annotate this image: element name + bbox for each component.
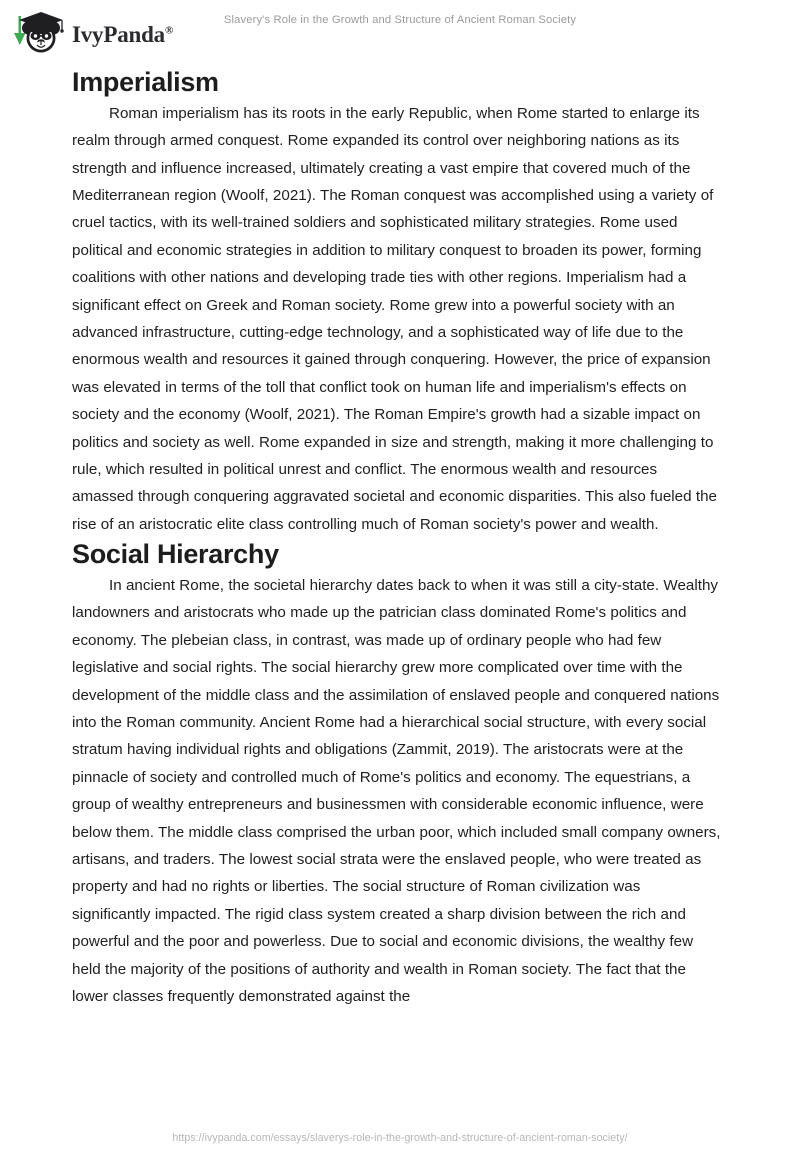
- source-url-link[interactable]: https://ivypanda.com/essays/slaverys-role-in-the-growth-and-structure-of-ancient-roman-society/: [172, 1132, 628, 1144]
- section-social-hierarchy: [72, 538, 722, 1010]
- document-running-title: Slavery's Role in the Growth and Structure of Ancient Roman Society: [223, 14, 577, 26]
- registered-trademark-icon: ®: [164, 23, 174, 36]
- page-header: [0, 0, 800, 62]
- section-heading-imperialism: Imperialism: [72, 67, 219, 97]
- section-paragraph-imperialism: Roman imperialism has its roots in the early Republic, when Rome started to enlarge its realm through armed conquest. Rome expanded its control over neighboring nations as its strength and influence increased, ultimately creating a vast empire that covered much of the Mediterranean region (Woolf, 2021). The Roman conquest was accomplished using a variety of cruel tactics, with its well-trained soldiers and sophisticated military strategies. Rome used political and economic strategies in addition to military conquest to broaden its power, forming coalitions with other nations and developing trade ties with other regions. Imperialism had a significant effect on Greek and Roman society. Rome grew into a powerful society with an advanced infrastructure, cutting-edge technology, and a sophisticated way of life due to the enormous wealth and resources it gained through conquering. However, the price of expansion was elevated in terms of the toll that conflict took on human life and imperialism's effects on society and the economy (Woolf, 2021). The Roman Empire's growth had a sizable impact on politics and society as well. Rome expanded in size and strength, making it more challenging to rule, which resulted in political unrest and conflict. The enormous wealth and resources amassed through conquering aggravated societal and economic disparities. This also fueled the rise of an aristocratic elite class controlling much of Roman society's power and wealth.: [72, 104, 717, 533]
- section-imperialism: [72, 66, 722, 538]
- page-footer: [0, 1128, 800, 1146]
- document-body: [72, 66, 722, 1011]
- brand-name-text: IvyPanda: [72, 21, 165, 47]
- section-heading-social-hierarchy: Social Hierarchy: [72, 539, 279, 570]
- section-paragraph-social-hierarchy: In ancient Rome, the societal hierarchy dates back to when it was still a city-state. Wealthy landowners and aristocrats who made up the patrician class dominated Rome's politics and economy. The plebeian class, in contrast, was made up of ordinary people who had few legislative and social rights. The social hierarchy grew more complicated over time with the development of the middle class and the assimilation of enslaved people and conquered nations into the Roman community. Ancient Rome had a hierarchical social structure, with every social stratum having individual rights and obligations (Zammit, 2019). The aristocrats were at the pinnacle of society and controlled much of Rome's politics and economy. The equestrians, a group of wealthy entrepreneurs and businessmen with considerable economic influence, were below them. The middle class comprised the urban poor, which included small company owners, artisans, and traders. The lowest social strata were the enslaved people, who were treated as property and had no rights or liberties. The social structure of Roman civilization was significantly impacted. The rigid class system created a sharp division between the rich and powerful and the poor and powerless. Due to social and economic divisions, the wealthy few held the majority of the positions of authority and wealth in Roman society. The fact that the lower classes frequently demonstrated against the: [72, 577, 721, 1006]
